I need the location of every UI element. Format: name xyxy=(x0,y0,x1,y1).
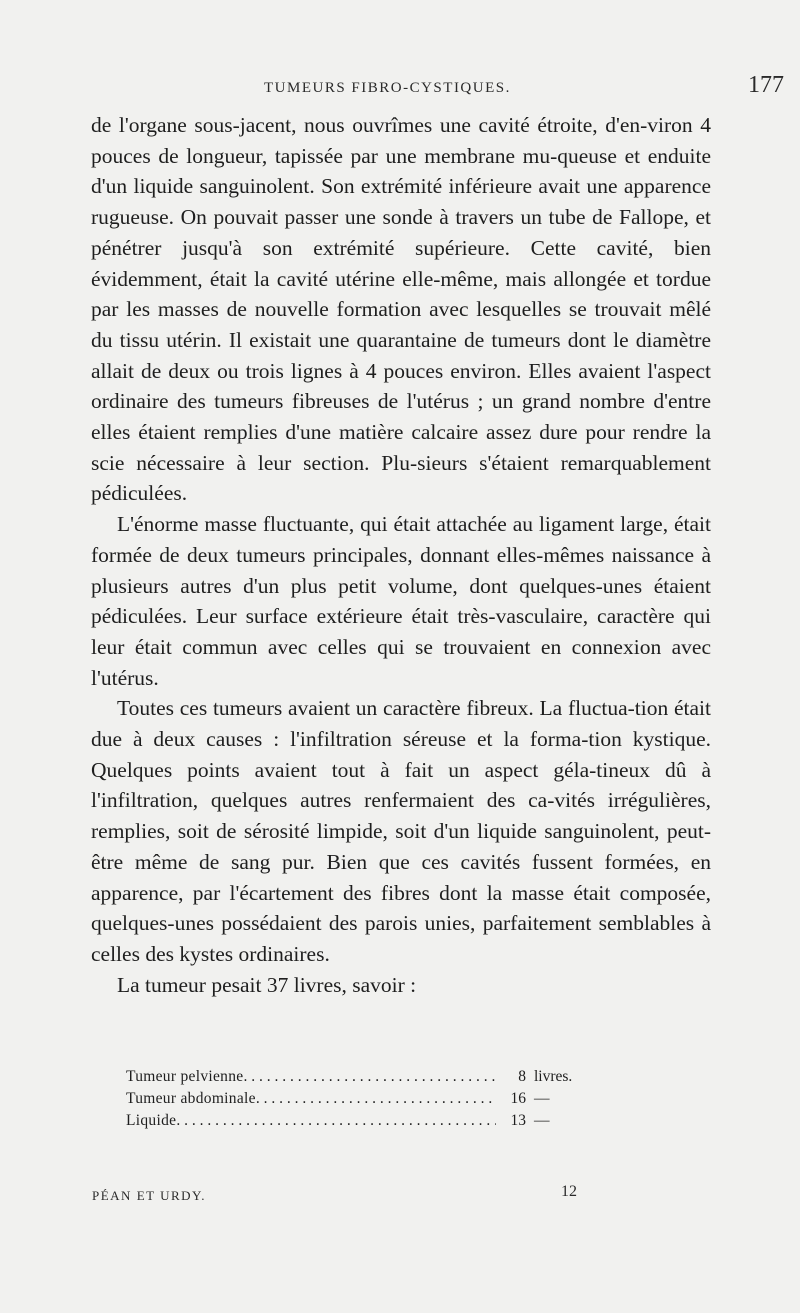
weight-row xyxy=(126,1088,716,1110)
body-text xyxy=(91,110,711,1000)
paragraph: La tumeur pesait 37 livres, savoir : xyxy=(117,972,417,997)
weight-value: 13 xyxy=(510,1112,526,1129)
weight-table xyxy=(126,1066,716,1132)
weight-row xyxy=(126,1066,716,1088)
paragraph: L'énorme masse fluctuante, qui était attachée au ligament large, était formée de deux tumeurs principales, donnant elles-mêmes naissance à plusieurs autres d'un plus petit volume, dont quelques-unes étaient pédiculées. Leur surface extérieure était très-vasculaire, caractère qui leur était commun avec celles qui se trouvaient en connexion avec l'utérus. xyxy=(91,512,711,690)
weight-unit: livres. xyxy=(534,1068,573,1085)
weight-label: Tumeur pelvienne xyxy=(126,1068,244,1085)
signature-number: 12 xyxy=(561,1183,577,1200)
printer-signature: PÉAN ET URDY. xyxy=(92,1188,207,1203)
running-head: TUMEURS FIBRO-CYSTIQUES. xyxy=(264,80,511,96)
weight-label: Tumeur abdominale xyxy=(126,1090,256,1107)
weight-label: Liquide xyxy=(126,1112,177,1129)
leader-dots xyxy=(176,1112,496,1129)
weight-value: 16 xyxy=(510,1090,526,1107)
weight-row xyxy=(126,1110,716,1132)
page-number: 177 xyxy=(748,72,784,98)
weight-unit: — xyxy=(534,1090,550,1107)
paragraph: Toutes ces tumeurs avaient un caractère fibreux. La fluctua-tion était due à deux causes : l'infiltration séreuse et la forma-tion kystique. Quelques points avaient tout à fait un aspect géla-tineux dû à l'infiltration, quelques autres renfermaient des ca-vités irrégulières, remplies, soit de sérosité limpide, soit d'un liquide sanguinolent, peut-être même de sang pur. Bien que ces cavités fussent formées, en apparence, par l'écartement des fibres dont la masse était composée, quelques-unes possédaient des parois unies, parfaitement semblables à celles des kystes ordinaires. xyxy=(91,696,711,966)
leader-dots xyxy=(256,1090,496,1107)
leader-dots xyxy=(243,1068,496,1085)
weight-unit: — xyxy=(534,1112,550,1129)
paragraph: de l'organe sous-jacent, nous ouvrîmes une cavité étroite, d'en-viron 4 pouces de longueur, tapissée par une membrane mu-queuse et enduite d'un liquide sanguinolent. Son extrémité inférieure avait une apparence rugueuse. On pouvait passer une sonde à travers un tube de Fallope, et pénétrer jusqu'à son extrémité supérieure. Cette cavité, bien évidemment, était la cavité utérine elle-même, mais allongée et tordue par les masses de nouvelle formation avec lesquelles se trouvait mêlé du tissu utérin. Il existait une quarantaine de tumeurs dont le diamètre allait de deux ou trois lignes à 4 pouces environ. Elles avaient l'aspect ordinaire des tumeurs fibreuses de l'utérus ; un grand nombre d'entre elles étaient remplies d'une matière calcaire assez dure pour rendre la scie nécessaire à leur section. Plu-sieurs s'étaient remarquablement pédiculées. xyxy=(91,113,711,506)
weight-value: 8 xyxy=(518,1068,526,1085)
